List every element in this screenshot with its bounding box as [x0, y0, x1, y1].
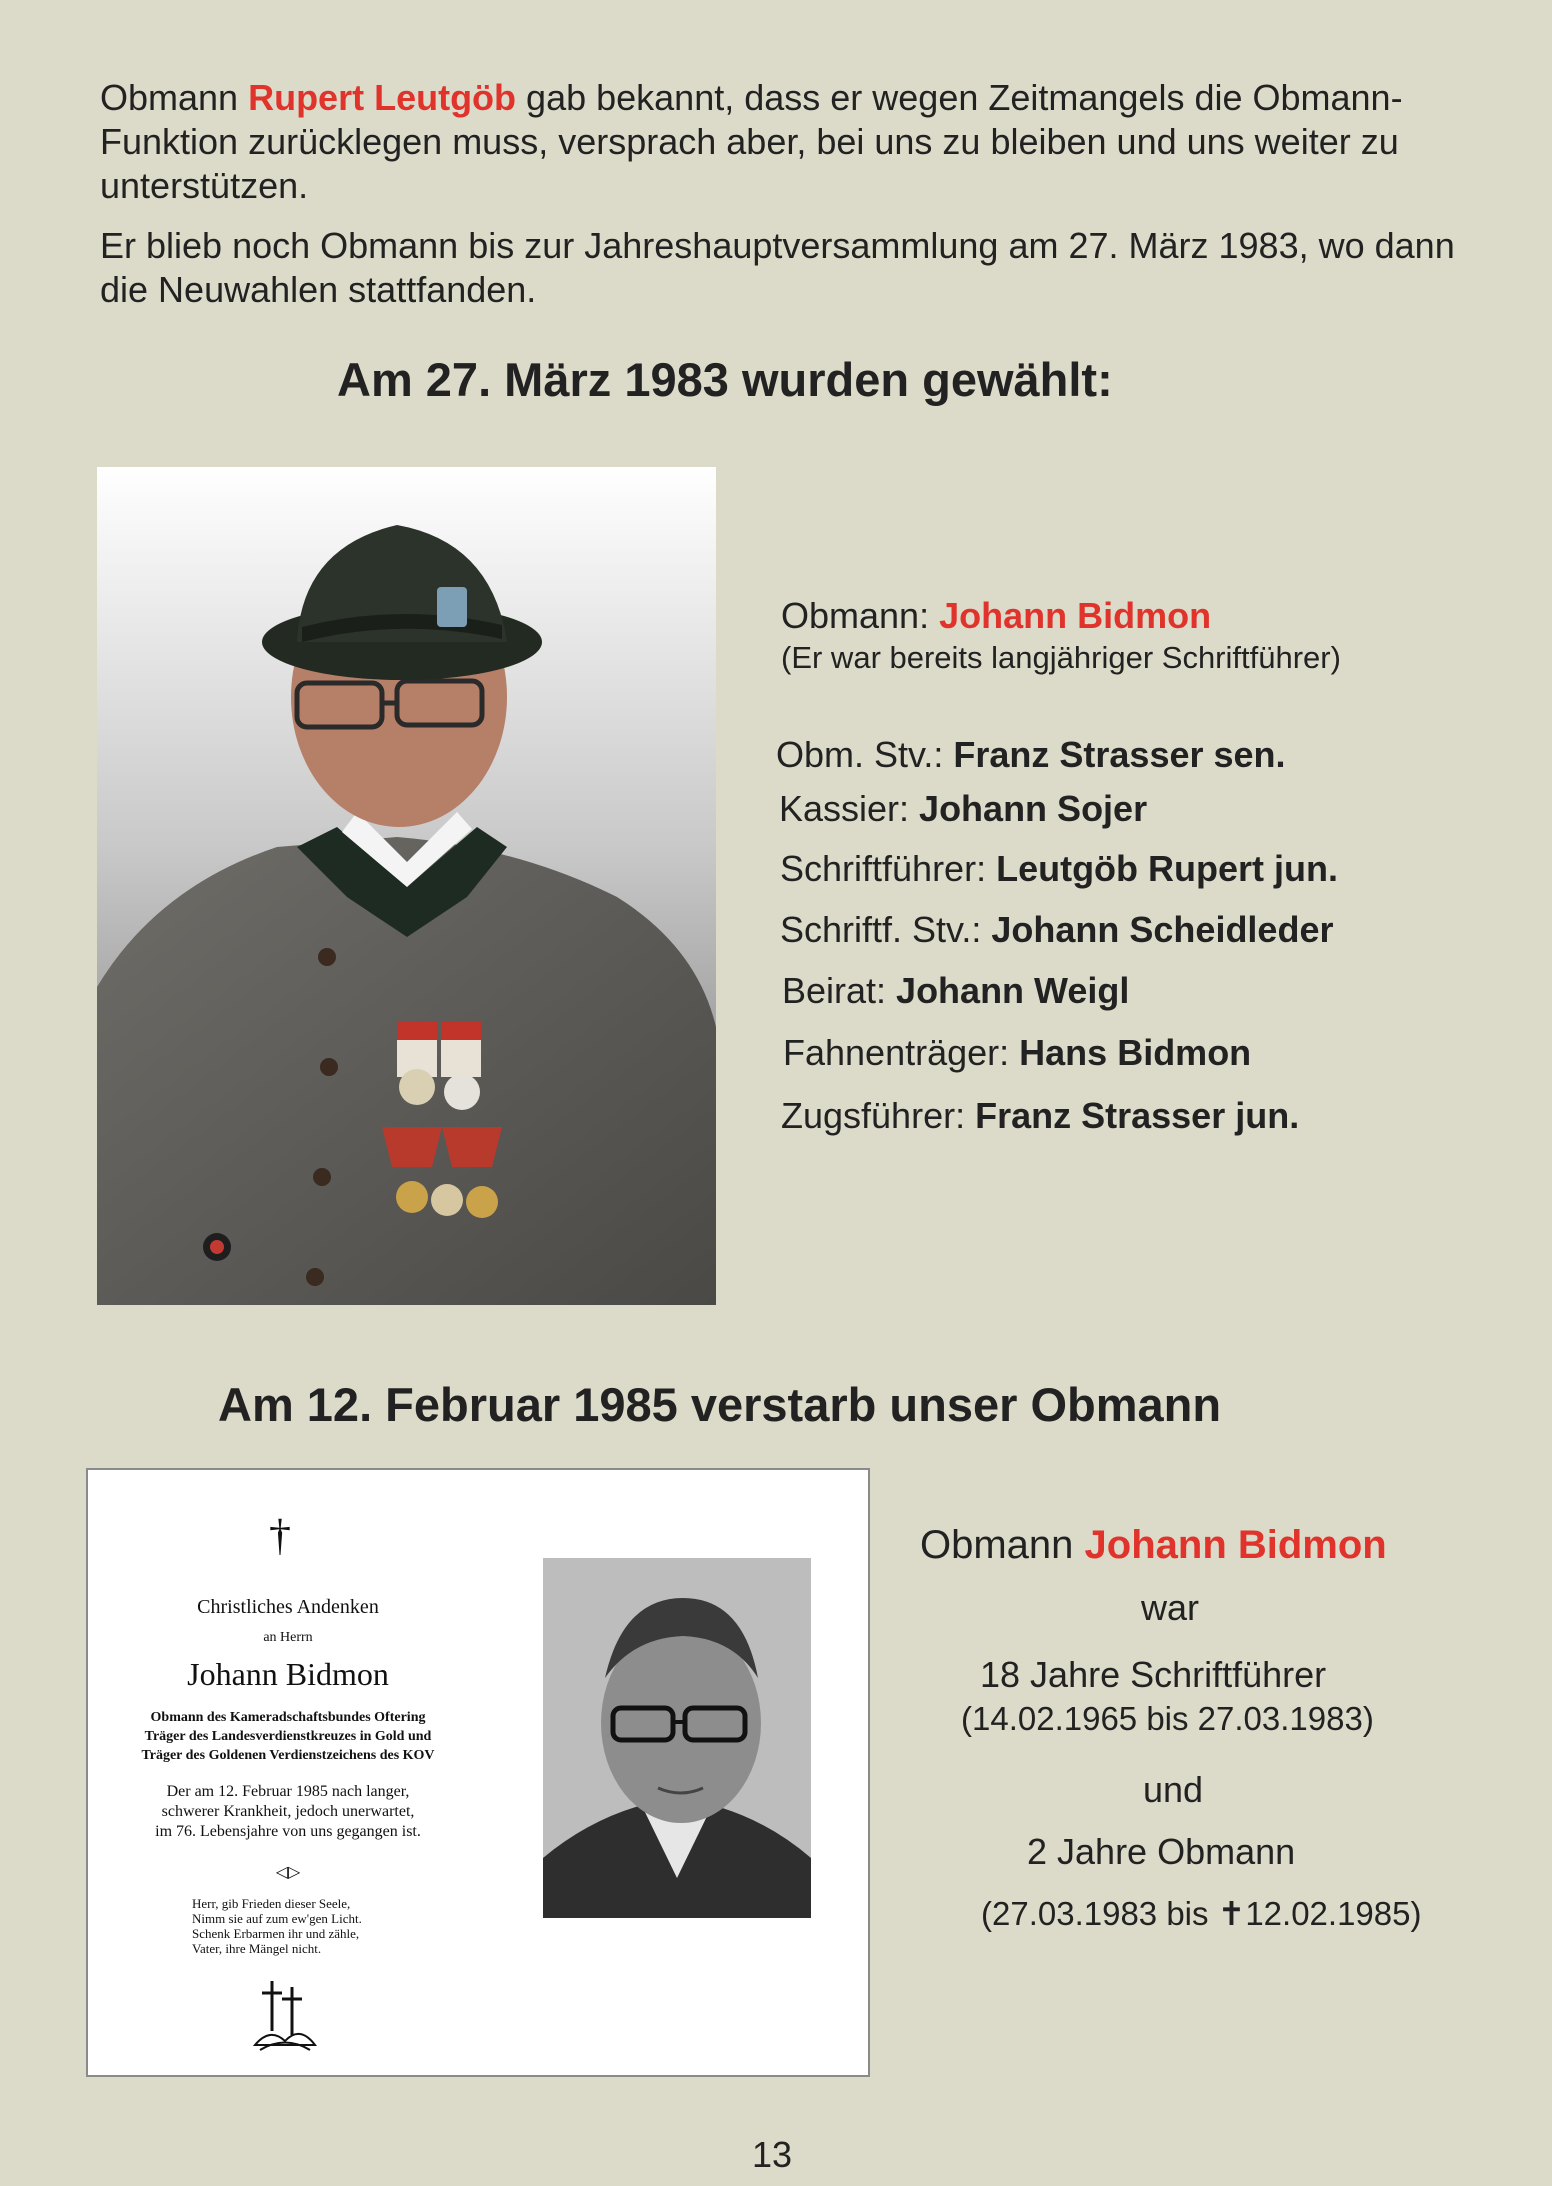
summary-years-obmann: 2 Jahre Obmann: [1027, 1831, 1296, 1872]
memorial-card: [86, 1468, 870, 2077]
card-an: an Herrn: [263, 1630, 313, 1645]
highlighted-name: Rupert Leutgöb: [248, 77, 517, 118]
summary-name: Johann Bidmon: [1084, 1523, 1387, 1567]
grave-cross-icon: [250, 1975, 320, 2060]
portrait-photo-bw: [543, 1558, 811, 1918]
card-name: Johann Bidmon: [187, 1656, 389, 1692]
role-schriftf-stv: Schriftf. Stv.: Johann Scheidleder: [780, 909, 1334, 950]
summary-range-1: (14.02.1965 bis 27.03.1983): [961, 1700, 1374, 1737]
portrait-photo-color: [97, 467, 716, 1305]
cross-icon: †: [269, 1511, 291, 1560]
intro-paragraph-1: Obmann Rupert Leutgöb gab bekannt, dass er wegen Zeitmangels die Obmann-Funktion zurücklegen muss, versprach aber, bei uns zu bleiben und uns weiter zu unterstützen.: [100, 77, 1403, 206]
summary-title: Obmann Johann Bidmon: [920, 1523, 1387, 1567]
summary-range-2: (27.03.1983 bis ✝12.02.1985): [981, 1895, 1422, 1932]
card-titles: Obmann des Kameradschaftsbundes Oftering Träger des Landesverdienstkreuzes in Gold und Träger des Goldenen Verdienstzeichens des KOV: [141, 1710, 435, 1763]
death-cross-icon: ✝: [1217, 1895, 1246, 1932]
role-zugsfuehrer: Zugsführer: Franz Strasser jun.: [781, 1095, 1300, 1136]
card-text: Der am 12. Februar 1985 nach langer, schwerer Krankheit, jedoch unerwartet, im 76. Lebensjahre von uns gegangen ist.: [155, 1783, 421, 1840]
intro-paragraph-2: Er blieb noch Obmann bis zur Jahreshauptversammlung am 27. März 1983, wo dann die Neuwahlen stattfanden.: [100, 225, 1455, 310]
summary-years-schriftfuehrer: 18 Jahre Schriftführer: [980, 1654, 1327, 1695]
separator-icon: ◁▷: [275, 1864, 301, 1881]
obmann-note: (Er war bereits langjähriger Schriftführer): [781, 640, 1341, 675]
obmann-name: Johann Bidmon: [939, 595, 1212, 636]
intro-text: [100, 76, 1480, 312]
heading-death: Am 12. Februar 1985 verstarb unser Obmann: [218, 1378, 1222, 1431]
role-fahnentraeger: Fahnenträger: Hans Bidmon: [783, 1032, 1252, 1073]
role-kassier: Kassier: Johann Sojer: [779, 788, 1148, 829]
role-schriftfuehrer: Schriftführer: Leutgöb Rupert jun.: [780, 848, 1339, 889]
heading-elected: Am 27. März 1983 wurden gewählt:: [337, 353, 1113, 406]
role-beirat: Beirat: Johann Weigl: [782, 970, 1130, 1011]
summary-war: war: [1141, 1587, 1200, 1628]
role-obm-stv: Obm. Stv.: Franz Strasser sen.: [776, 734, 1286, 775]
card-title: Christliches Andenken: [197, 1596, 379, 1618]
obmann-line: Obmann: Johann Bidmon: [781, 595, 1212, 636]
page-number: 13: [752, 2134, 793, 2175]
summary-und: und: [1143, 1769, 1204, 1810]
card-prayer: Herr, gib Frieden dieser Seele, Nimm sie auf zum ew'gen Licht. Schenk Erbarmen ihr und zähle, Vater, ihre Mängel nicht.: [192, 1896, 362, 1956]
